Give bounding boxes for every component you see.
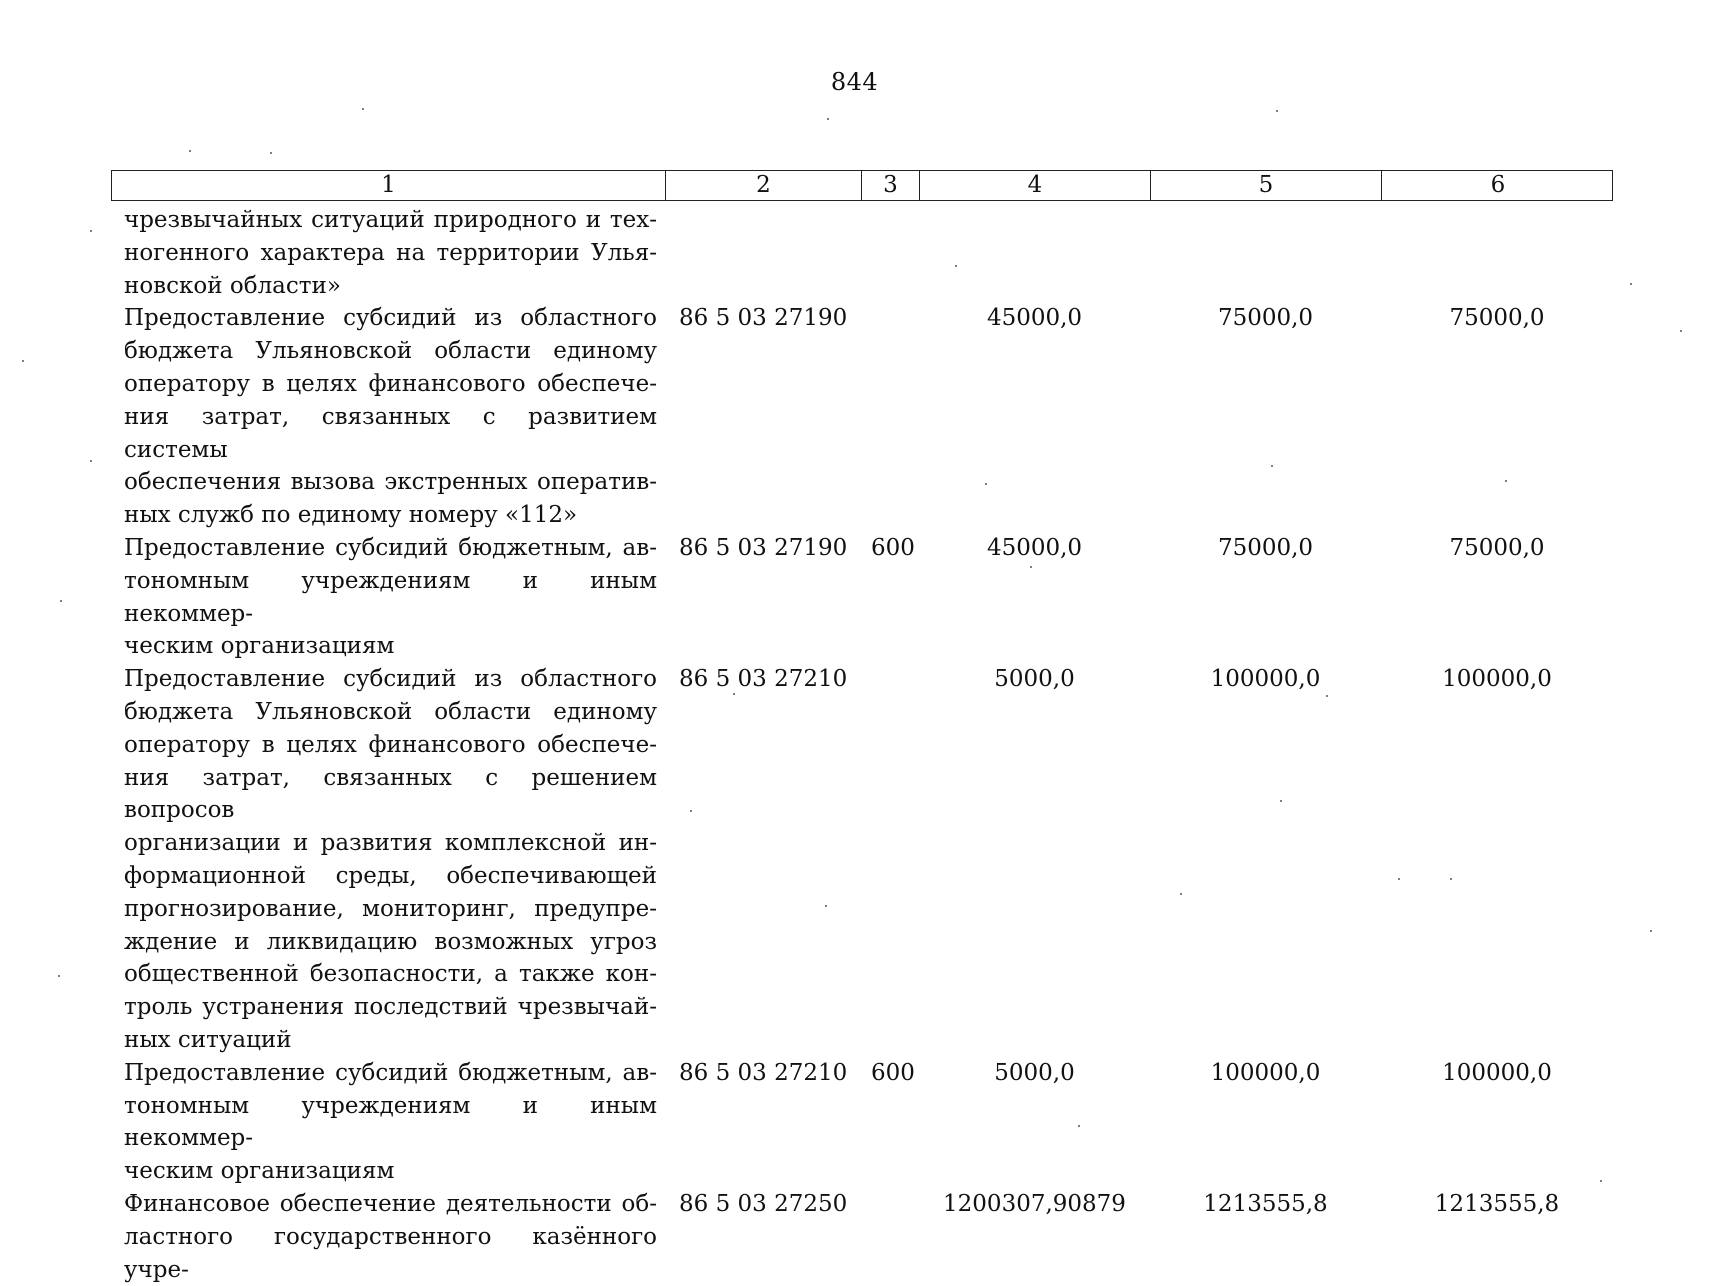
header-cell-col-1: 1 — [112, 171, 666, 200]
row-expense-type-code: 600 — [871, 534, 915, 561]
row-value-col-6: 100000,0 — [1442, 1059, 1552, 1086]
description-line: оператору в целях финансового обеспече- — [124, 731, 657, 758]
row-target-article-code: 86 5 03 27190 — [679, 534, 848, 561]
description-line: ческим организациям — [124, 1158, 395, 1185]
description-line: Финансовое обеспечение деятельности об- — [124, 1190, 657, 1217]
scan-speck — [1280, 800, 1282, 802]
scan-speck — [1030, 566, 1032, 568]
row-value-col-6: 75000,0 — [1449, 305, 1545, 332]
table-row — [111, 1188, 1613, 1286]
scan-speck — [90, 460, 92, 462]
description-line: Предоставление субсидий бюджетным, ав- — [124, 1059, 657, 1086]
description-line: чрезвычайных ситуаций природного и тех- — [124, 207, 657, 233]
description-line: оператору в целях финансового обеспече- — [124, 370, 657, 397]
description-line: ния затрат, связанных с решением вопросов — [124, 764, 657, 824]
row-description — [111, 1057, 665, 1188]
row-expense-type-code: 600 — [871, 1059, 915, 1086]
row-target-article-code: 86 5 03 27190 — [679, 305, 848, 332]
table-header-row — [111, 170, 1613, 201]
description-line: организации и развития комплексной ин- — [124, 830, 657, 857]
row-value-col-5: 100000,0 — [1210, 1059, 1321, 1086]
header-cell-col-5: 5 — [1151, 171, 1382, 200]
description-line: общественной безопасности, а также кон- — [124, 961, 657, 988]
row-value-col-5: 75000,0 — [1217, 305, 1314, 332]
scan-speck — [1326, 695, 1328, 697]
row-expense-type-code — [861, 663, 919, 1057]
scan-speck — [60, 600, 62, 602]
description-line: прогнозирование, мониторинг, предупре- — [124, 895, 657, 922]
description-line: бюджета Ульяновской области единому — [124, 338, 657, 365]
scan-speck — [58, 975, 60, 977]
row-value-col-5: 100000,0 — [1210, 666, 1321, 693]
scan-speck — [690, 810, 692, 812]
table-row — [111, 663, 1613, 1057]
description-line: ных служб по единому номеру «112» — [124, 502, 578, 529]
row-description — [111, 532, 665, 663]
page-number: 844 — [830, 68, 879, 96]
budget-table — [111, 170, 1613, 1286]
row-value-col-4: 1200307,90879 — [943, 1190, 1126, 1217]
header-cell-col-6: 6 — [1490, 172, 1506, 198]
row-target-article-code — [665, 204, 861, 302]
scan-speck — [1398, 878, 1400, 880]
table-row — [111, 1057, 1613, 1188]
scan-speck — [1276, 110, 1278, 112]
description-line: обеспечения вызова экстренных оператив- — [124, 469, 657, 496]
header-cell-col-4: 4 — [920, 171, 1151, 200]
row-value-col-4 — [919, 204, 1150, 302]
row-value-col-6: 75000,0 — [1449, 534, 1545, 561]
row-expense-type-code — [861, 1188, 919, 1286]
scan-speck — [1600, 1180, 1602, 1182]
scan-speck — [1078, 1125, 1080, 1127]
table-row — [111, 302, 1613, 532]
row-value-col-4: 5000,0 — [994, 666, 1075, 693]
row-value-col-4: 45000,0 — [986, 305, 1083, 332]
scan-speck — [189, 150, 191, 152]
scan-speck — [955, 265, 957, 267]
description-line: ческим организациям — [124, 633, 395, 660]
scan-speck — [90, 230, 92, 232]
row-value-col-5: 1213555,8 — [1203, 1190, 1328, 1217]
description-line: ждение и ликвидацию возможных угроз — [124, 928, 657, 955]
header-cell-col-2: 2 — [666, 171, 862, 200]
scan-speck — [1271, 465, 1273, 467]
description-line: Предоставление субсидий из областного — [124, 666, 657, 693]
table-body — [111, 204, 1613, 1286]
row-value-col-6 — [1381, 204, 1613, 302]
row-target-article-code: 86 5 03 27210 — [679, 666, 848, 693]
row-target-article-code: 86 5 03 27210 — [679, 1059, 848, 1086]
description-line: ластного государственного казённого учре- — [124, 1223, 657, 1283]
scan-speck — [1680, 330, 1682, 332]
scan-speck — [1505, 480, 1507, 482]
scan-speck — [1450, 878, 1452, 880]
description-line: троль устранения последствий чрезвычай- — [124, 994, 657, 1021]
description-line: тономным учреждениям и иным некоммер- — [124, 567, 657, 627]
row-value-col-4: 5000,0 — [994, 1059, 1075, 1086]
row-expense-type-code — [861, 302, 919, 532]
scan-speck — [270, 152, 272, 154]
row-value-col-4: 45000,0 — [986, 534, 1083, 561]
description-line: тономным учреждениям и иным некоммер- — [124, 1092, 657, 1152]
row-description — [111, 1188, 665, 1286]
description-line: ногенного характера на территории Улья- — [124, 239, 657, 266]
description-line: ных ситуаций — [124, 1026, 292, 1053]
row-description — [111, 302, 665, 532]
row-expense-type-code — [861, 204, 919, 302]
row-description — [111, 663, 665, 1057]
row-value-col-5: 75000,0 — [1217, 534, 1314, 561]
description-line: бюджета Ульяновской области единому — [124, 698, 657, 725]
scan-speck — [22, 360, 24, 362]
row-description — [111, 204, 665, 302]
description-line: ния затрат, связанных с развитием системы — [124, 403, 657, 463]
description-line: формационной среды, обеспечивающей — [124, 862, 657, 889]
scan-speck — [825, 905, 827, 907]
header-cell-col-3: 3 — [862, 171, 920, 200]
description-line: Предоставление субсидий бюджетным, ав- — [124, 534, 657, 561]
table-row — [111, 532, 1613, 663]
description-line: новской области» — [124, 272, 341, 299]
scan-speck — [733, 693, 735, 695]
description-line: Предоставление субсидий из областного — [124, 305, 657, 332]
scan-speck — [985, 483, 987, 485]
scan-speck — [1650, 930, 1652, 932]
scan-speck — [1630, 283, 1632, 285]
scan-speck — [1180, 893, 1182, 895]
row-value-col-6: 1213555,8 — [1434, 1190, 1560, 1217]
table-row — [111, 204, 1613, 302]
row-value-col-5 — [1150, 204, 1381, 302]
row-target-article-code: 86 5 03 27250 — [679, 1190, 848, 1217]
scan-speck — [362, 108, 364, 110]
scan-speck — [827, 118, 829, 120]
row-value-col-6: 100000,0 — [1442, 666, 1552, 693]
